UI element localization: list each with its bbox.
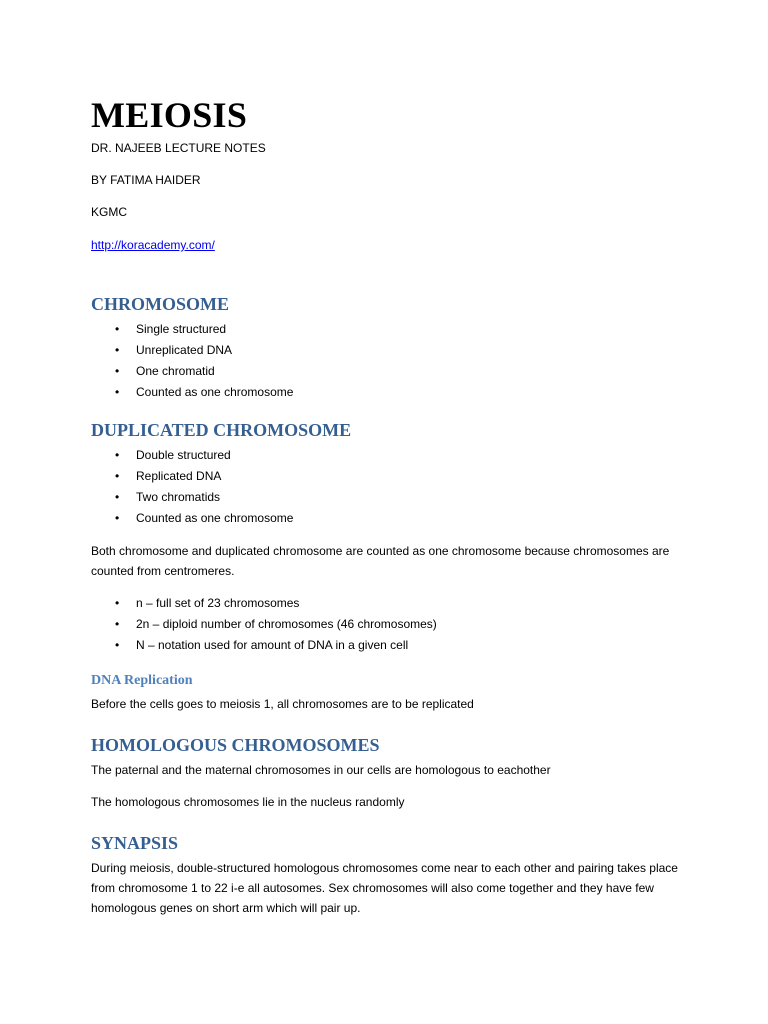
bullet-icon: •: [115, 364, 120, 378]
synapsis-paragraph: During meiosis, double-structured homologous chromosomes come near to each other and pairing takes place from chromosome 1 to 22 i-e all autosomes. Sex chromosomes will also come together and they have few homologous genes on short arm which will pair up.: [91, 861, 678, 915]
list-item: • One chromatid: [91, 361, 691, 382]
homologous-paragraph-2: The homologous chromosomes lie in the nucleus randomly: [91, 795, 405, 809]
document-institution: KGMC: [91, 205, 127, 219]
list-item: • Counted as one chromosome: [91, 382, 691, 403]
dna-replication-paragraph: Before the cells goes to meiosis 1, all chromosomes are to be replicated: [91, 697, 474, 711]
bullet-icon: •: [115, 596, 120, 610]
list-item: • Replicated DNA: [91, 466, 691, 487]
list-item: • N – notation used for amount of DNA in a given cell: [91, 635, 691, 656]
duplicated-chromosome-list: [91, 445, 691, 529]
heading-chromosome: CHROMOSOME: [91, 294, 229, 314]
list-item: • Unreplicated DNA: [91, 340, 691, 361]
list-item: • Single structured: [91, 319, 691, 340]
heading-dna-replication: DNA Replication: [91, 673, 193, 688]
notation-list: [91, 593, 691, 656]
source-link[interactable]: http://koracademy.com/: [91, 238, 215, 252]
bullet-icon: •: [115, 469, 120, 483]
bullet-icon: •: [115, 385, 120, 399]
bullet-icon: •: [115, 511, 120, 525]
list-item: • Double structured: [91, 445, 691, 466]
heading-synapsis: SYNAPSIS: [91, 833, 179, 853]
chromosome-list: [91, 319, 691, 403]
bullet-icon: •: [115, 617, 120, 631]
bullet-icon: •: [115, 448, 120, 462]
document-content: [91, 94, 691, 918]
list-item: • 2n – diploid number of chromosomes (46 chromosomes): [91, 614, 691, 635]
list-item: • Two chromatids: [91, 487, 691, 508]
bullet-icon: •: [115, 343, 120, 357]
list-item: • n – full set of 23 chromosomes: [91, 593, 691, 614]
list-item: • Counted as one chromosome: [91, 508, 691, 529]
document-subtitle: DR. NAJEEB LECTURE NOTES: [91, 141, 266, 155]
bullet-icon: •: [115, 490, 120, 504]
bullet-icon: •: [115, 322, 120, 336]
heading-homologous-chromosomes: HOMOLOGOUS CHROMOSOMES: [91, 735, 380, 755]
document-author: BY FATIMA HAIDER: [91, 173, 201, 187]
bullet-icon: •: [115, 638, 120, 652]
document-title: MEIOSIS: [91, 95, 248, 135]
homologous-paragraph-1: The paternal and the maternal chromosomes in our cells are homologous to eachother: [91, 763, 551, 777]
heading-duplicated-chromosome: DUPLICATED CHROMOSOME: [91, 420, 352, 440]
centromere-paragraph: Both chromosome and duplicated chromosome are counted as one chromosome because chromosomes are counted from centromeres.: [91, 544, 670, 578]
